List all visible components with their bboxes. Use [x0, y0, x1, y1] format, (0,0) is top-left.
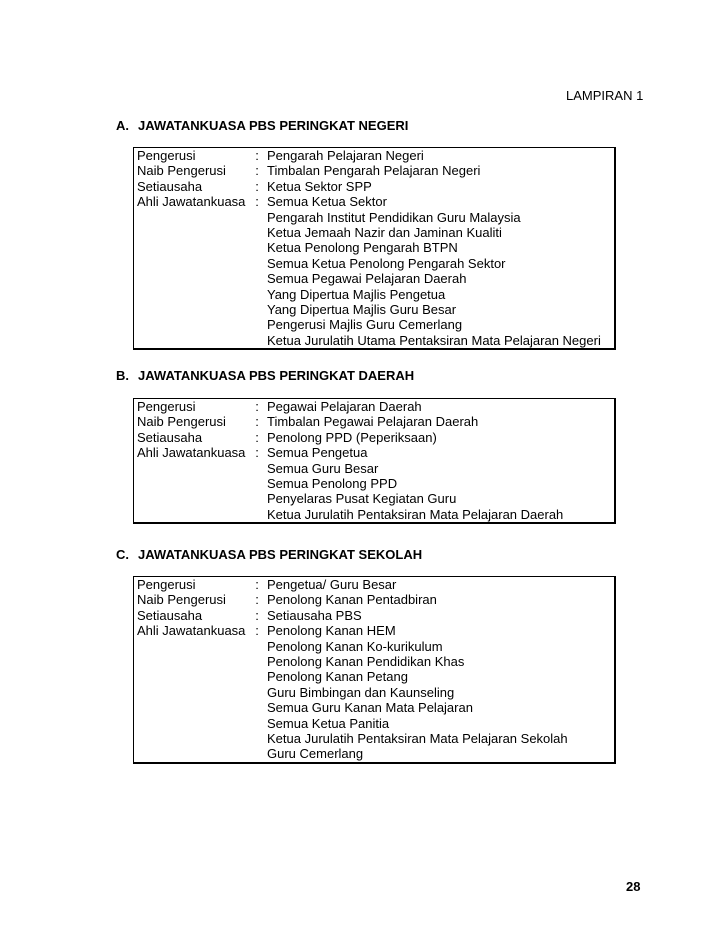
role-label: Naib Pengerusi: [137, 414, 226, 430]
role-label: [134, 287, 251, 302]
member-value: Setiausaha PBS: [267, 607, 362, 623]
table-row: [134, 746, 614, 761]
separator: :: [255, 163, 259, 179]
table-row: [134, 194, 614, 209]
role-label: [134, 461, 251, 476]
role-label: Ahli Jawatankuasa: [137, 623, 246, 639]
role-label: Setiausaha: [137, 607, 203, 623]
appendix-label: LAMPIRAN 1: [566, 88, 644, 103]
role-label: Ahli Jawatankuasa: [137, 194, 246, 210]
role-label: Setiausaha: [137, 178, 203, 194]
member-value: Penolong Kanan Pendidikan Khas: [267, 653, 465, 669]
table-row: [134, 317, 614, 332]
separator: [251, 302, 263, 317]
separator: :: [255, 577, 259, 592]
member-value: Ketua Sektor SPP: [267, 178, 372, 194]
table-row: [134, 731, 614, 746]
separator: :: [255, 445, 259, 461]
section-letter: A.: [116, 118, 129, 133]
member-value: Penolong Kanan Ko-kurikulum: [267, 638, 443, 654]
member-value: Ketua Penolong Pengarah BTPN: [267, 240, 458, 256]
table-row: [134, 491, 614, 506]
role-label: Pengerusi: [137, 148, 196, 163]
member-value: Yang Dipertua Majlis Pengetua: [267, 286, 446, 302]
section-title: JAWATANKUASA PBS PERINGKAT SEKOLAH: [138, 547, 423, 562]
table-row: [134, 476, 614, 491]
member-value: Pengarah Pelajaran Negeri: [267, 148, 424, 163]
role-label: [134, 669, 251, 684]
separator: [251, 731, 263, 746]
table-row: [134, 430, 614, 445]
separator: [251, 685, 263, 700]
role-label: [134, 271, 251, 286]
separator: [251, 461, 263, 476]
member-value: Penyelaras Pusat Kegiatan Guru: [267, 491, 457, 507]
member-value: Penolong PPD (Peperiksaan): [267, 429, 437, 445]
role-label: Ahli Jawatankuasa: [137, 445, 246, 461]
role-label: [134, 716, 251, 731]
committee-table-sekolah: [133, 576, 616, 764]
role-label: [134, 210, 251, 225]
page-number: 28: [626, 879, 641, 894]
role-label: [134, 256, 251, 271]
member-value: Guru Bimbingan dan Kaunseling: [267, 684, 455, 700]
member-value: Timbalan Pengarah Pelajaran Negeri: [267, 163, 481, 179]
separator: [251, 317, 263, 332]
member-value: Semua Penolong PPD: [267, 475, 398, 491]
committee-table-negeri: [133, 147, 616, 350]
table-row: [134, 507, 614, 522]
separator: :: [255, 148, 259, 163]
section-letter: B.: [116, 368, 129, 383]
table-row: [134, 302, 614, 317]
role-label: [134, 507, 251, 522]
role-label: [134, 240, 251, 255]
member-value: Guru Cemerlang: [267, 746, 364, 762]
separator: [251, 287, 263, 302]
separator: [251, 654, 263, 669]
separator: [251, 700, 263, 715]
separator: :: [255, 178, 259, 194]
separator: [251, 639, 263, 654]
table-row: [134, 163, 614, 178]
member-value: Semua Guru Besar: [267, 460, 379, 476]
role-label: Pengerusi: [137, 577, 196, 592]
separator: [251, 271, 263, 286]
separator: :: [255, 623, 259, 639]
section-b-heading: [116, 368, 414, 383]
member-value: Pengetua/ Guru Besar: [267, 577, 397, 592]
table-row: [134, 333, 614, 348]
role-label: Naib Pengerusi: [137, 592, 226, 608]
table-row: [134, 654, 614, 669]
section-title: JAWATANKUASA PBS PERINGKAT DAERAH: [138, 368, 415, 383]
separator: [251, 491, 263, 506]
table-row: [134, 399, 614, 414]
separator: [251, 716, 263, 731]
table-row: [134, 287, 614, 302]
member-value: Ketua Jemaah Nazir dan Jaminan Kualiti: [267, 224, 502, 240]
separator: :: [255, 607, 259, 623]
role-label: Pengerusi: [137, 399, 196, 414]
table-row: [134, 271, 614, 286]
table-row: [134, 639, 614, 654]
role-label: Naib Pengerusi: [137, 163, 226, 179]
role-label: Setiausaha: [137, 429, 203, 445]
member-value: Ketua Jurulatih Pentaksiran Mata Pelajaran Daerah: [267, 506, 564, 522]
member-value: Ketua Jurulatih Pentaksiran Mata Pelajaran Sekolah: [267, 730, 568, 746]
role-label: [134, 317, 251, 332]
table-row: [134, 592, 614, 607]
separator: :: [255, 414, 259, 430]
member-value: Ketua Jurulatih Utama Pentaksiran Mata Pelajaran Negeri: [267, 332, 601, 348]
table-row: [134, 256, 614, 271]
role-label: [134, 700, 251, 715]
role-label: [134, 225, 251, 240]
table-row: [134, 225, 614, 240]
member-value: Semua Pegawai Pelajaran Daerah: [267, 271, 467, 287]
table-row: [134, 669, 614, 684]
role-label: [134, 333, 251, 348]
separator: :: [255, 399, 259, 414]
separator: [251, 669, 263, 684]
separator: [251, 507, 263, 522]
section-title: JAWATANKUASA PBS PERINGKAT NEGERI: [138, 118, 409, 133]
separator: :: [255, 194, 259, 210]
table-row: [134, 240, 614, 255]
table-row: [134, 179, 614, 194]
member-value: Semua Guru Kanan Mata Pelajaran: [267, 700, 473, 716]
separator: [251, 476, 263, 491]
role-label: [134, 746, 251, 761]
member-value: Yang Dipertua Majlis Guru Besar: [267, 301, 457, 317]
separator: [251, 210, 263, 225]
role-label: [134, 302, 251, 317]
member-value: Penolong Kanan Pentadbiran: [267, 592, 437, 608]
separator: [251, 333, 263, 348]
separator: [251, 256, 263, 271]
table-row: [134, 608, 614, 623]
table-row: [134, 414, 614, 429]
section-c-heading: [116, 547, 422, 562]
table-row: [134, 577, 614, 592]
table-row: [134, 148, 614, 163]
member-value: Pegawai Pelajaran Daerah: [267, 399, 422, 414]
separator: :: [255, 592, 259, 608]
role-label: [134, 476, 251, 491]
member-value: Semua Ketua Sektor: [267, 194, 387, 210]
table-row: [134, 700, 614, 715]
separator: [251, 225, 263, 240]
role-label: [134, 491, 251, 506]
section-letter: C.: [116, 547, 129, 562]
table-row: [134, 210, 614, 225]
role-label: [134, 639, 251, 654]
member-value: Timbalan Pegawai Pelajaran Daerah: [267, 414, 479, 430]
table-row: [134, 716, 614, 731]
separator: :: [255, 429, 259, 445]
role-label: [134, 654, 251, 669]
member-value: Semua Pengetua: [267, 445, 368, 461]
table-row: [134, 445, 614, 460]
table-row: [134, 461, 614, 476]
member-value: Penolong Kanan HEM: [267, 623, 396, 639]
member-value: Semua Ketua Panitia: [267, 715, 390, 731]
committee-table-daerah: [133, 398, 616, 524]
member-value: Pengarah Institut Pendidikan Guru Malaysia: [267, 209, 521, 225]
member-value: Pengerusi Majlis Guru Cemerlang: [267, 317, 463, 333]
member-value: Semua Ketua Penolong Pengarah Sektor: [267, 255, 506, 271]
member-value: Penolong Kanan Petang: [267, 669, 408, 685]
separator: [251, 746, 263, 761]
separator: [251, 240, 263, 255]
table-row: [134, 623, 614, 638]
role-label: [134, 731, 251, 746]
table-row: [134, 685, 614, 700]
role-label: [134, 685, 251, 700]
section-a-heading: [116, 118, 408, 133]
